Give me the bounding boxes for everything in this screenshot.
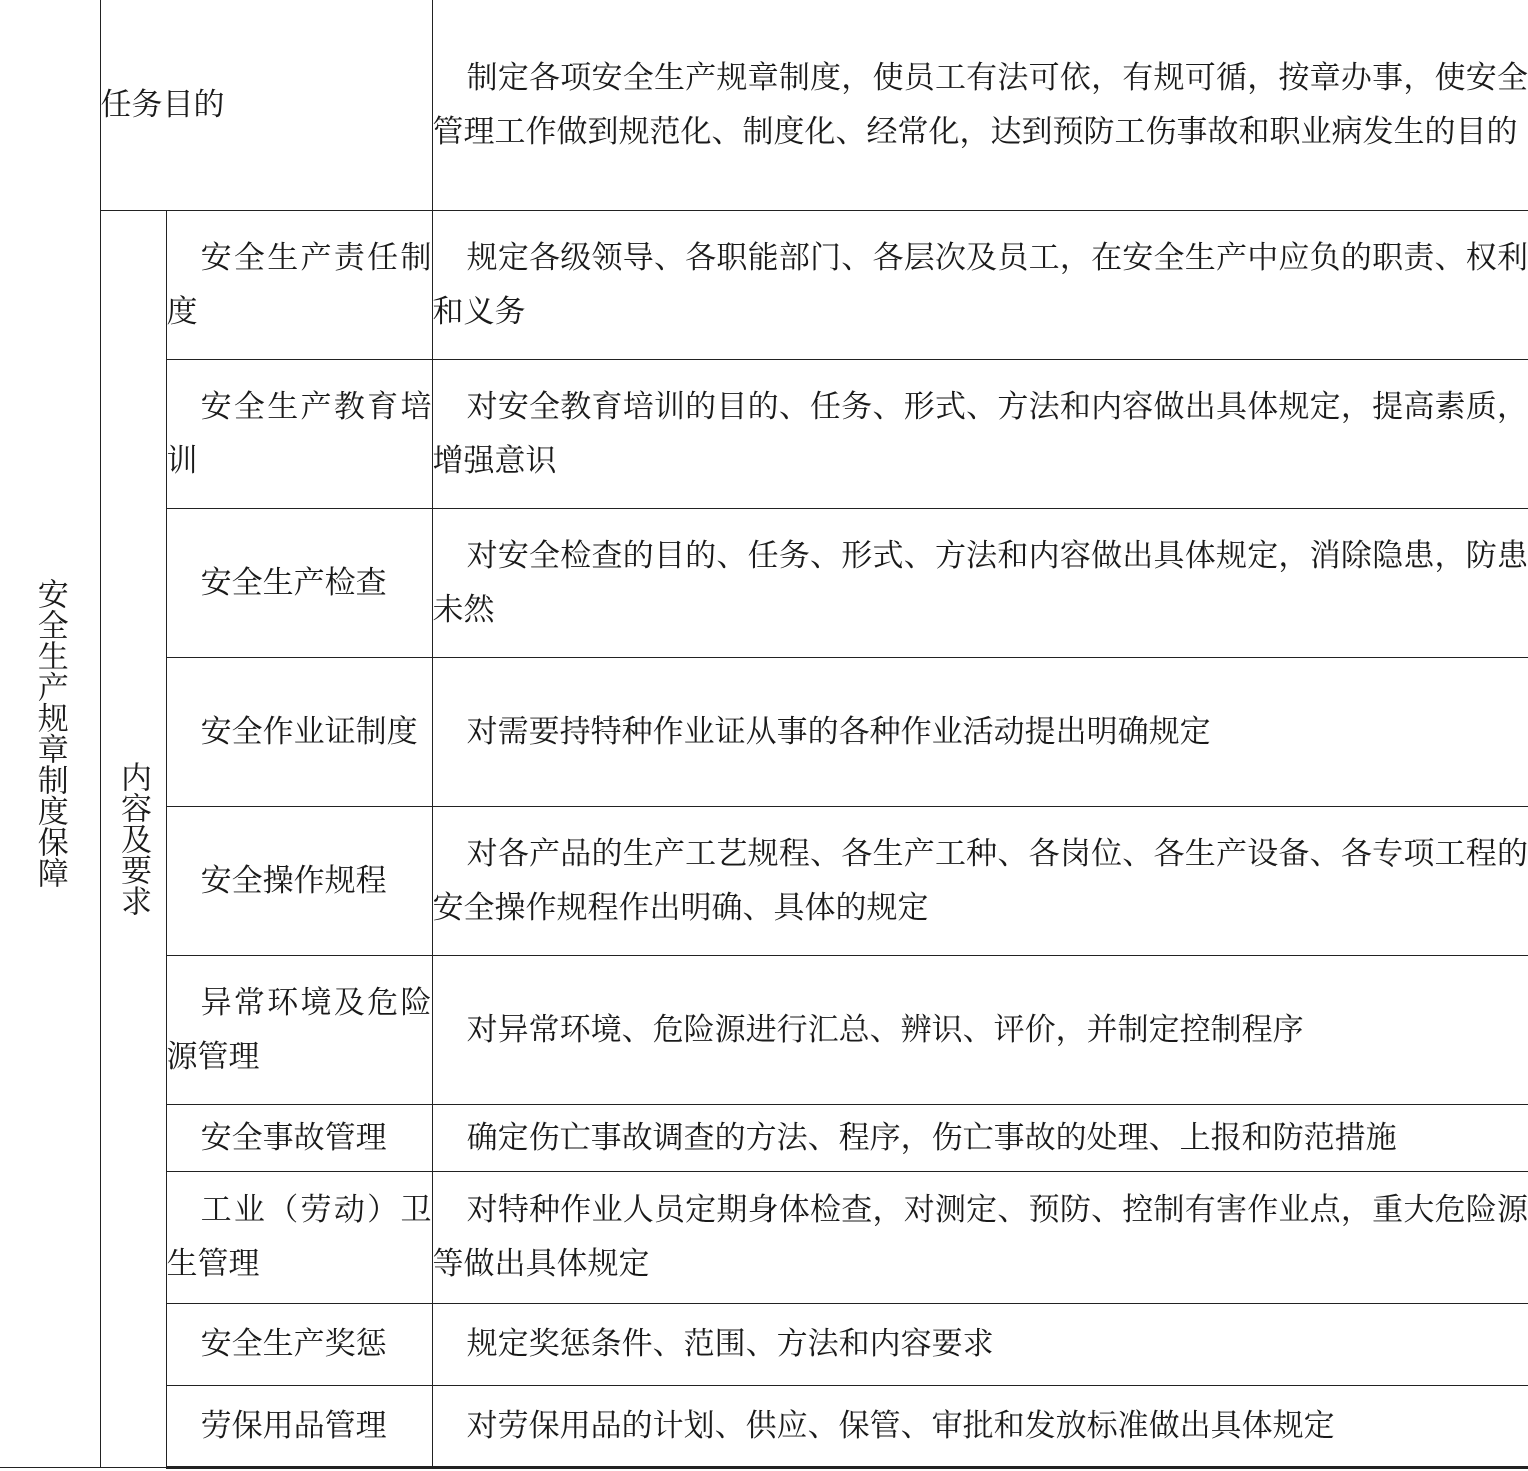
sub-category-cell — [100, 210, 166, 1467]
item-description-cell — [432, 1104, 1528, 1171]
table-row-purpose — [0, 0, 1528, 210]
purpose-description-cell — [432, 0, 1528, 210]
item-name-cell — [166, 1385, 432, 1467]
item-description: 对特种作业人员定期身体检查，对测定、预防、控制有害作业点，重大危险源等做出具体规定 — [432, 1192, 1528, 1282]
item-description: 规定奖惩条件、范围、方法和内容要求 — [466, 1326, 994, 1362]
item-description: 确定伤亡事故调查的方法、程序，伤亡事故的处理、上报和防范措施 — [466, 1119, 1397, 1156]
item-description-cell — [432, 657, 1528, 806]
table-row — [0, 1171, 1528, 1303]
table-row — [0, 955, 1528, 1104]
item-description: 对安全教育培训的目的、任务、形式、方法和内容做出具体规定，提高素质，增强意识 — [432, 388, 1528, 479]
table-row — [0, 806, 1528, 955]
item-name: 安全生产检查 — [200, 564, 387, 601]
item-name: 安全生产奖惩 — [200, 1326, 387, 1362]
item-description-cell — [432, 1385, 1528, 1467]
item-name: 劳保用品管理 — [200, 1407, 387, 1444]
item-name-cell — [166, 1104, 432, 1171]
item-description-cell — [432, 1303, 1528, 1385]
item-name: 异常环境及危险源管理 — [166, 984, 432, 1075]
item-name-cell — [166, 657, 432, 806]
item-description: 规定各级领导、各职能部门、各层次及员工，在安全生产中应负的职责、权利和义务 — [432, 239, 1528, 330]
item-description: 对劳保用品的计划、供应、保管、审批和发放标准做出具体规定 — [466, 1407, 1335, 1444]
purpose-description: 制定各项安全生产规章制度，使员工有法可依，有规可循，按章办事，使安全管理工作做到规范化、制度化、经常化，达到预防工伤事故和职业病发生的目的 — [432, 59, 1528, 150]
table-row — [0, 1303, 1528, 1385]
sub-category-label: 内容及要求 — [115, 761, 151, 916]
item-name: 安全生产教育培训 — [166, 388, 432, 479]
main-category-cell — [0, 0, 100, 1467]
item-description-cell — [432, 359, 1528, 508]
item-name-cell — [166, 955, 432, 1104]
item-name-cell — [166, 1171, 432, 1303]
item-name: 工业（劳动）卫生管理 — [166, 1192, 432, 1282]
item-name: 安全作业证制度 — [200, 713, 418, 750]
item-name-cell — [166, 1303, 432, 1385]
item-name: 安全生产责任制度 — [166, 239, 432, 330]
item-description: 对各产品的生产工艺规程、各生产工种、各岗位、各生产设备、各专项工程的安全操作规程作出明确、具体的规定 — [432, 835, 1528, 926]
item-name: 安全事故管理 — [200, 1119, 387, 1156]
purpose-label-cell — [100, 0, 432, 210]
item-name: 安全操作规程 — [200, 862, 387, 899]
item-description-cell — [432, 806, 1528, 955]
table-row — [0, 508, 1528, 657]
item-description: 对安全检查的目的、任务、形式、方法和内容做出具体规定，消除隐患，防患未然 — [432, 537, 1528, 628]
table-row — [0, 657, 1528, 806]
table-row — [0, 210, 1528, 359]
item-description-cell — [432, 508, 1528, 657]
item-name-cell — [166, 508, 432, 657]
item-name-cell — [166, 359, 432, 508]
table-row — [0, 1104, 1528, 1171]
item-description-cell — [432, 1171, 1528, 1303]
table-row — [0, 359, 1528, 508]
item-description-cell — [432, 955, 1528, 1104]
item-description: 对需要持特种作业证从事的各种作业活动提出明确规定 — [466, 713, 1211, 750]
item-description-cell — [432, 210, 1528, 359]
purpose-label: 任务目的 — [100, 86, 225, 123]
item-description: 对异常环境、危险源进行汇总、辨识、评价，并制定控制程序 — [466, 1011, 1304, 1048]
item-name-cell — [166, 806, 432, 955]
item-name-cell — [166, 210, 432, 359]
table-row — [0, 1385, 1528, 1467]
main-category-label: 安全生产规章制度保障 — [31, 578, 68, 889]
